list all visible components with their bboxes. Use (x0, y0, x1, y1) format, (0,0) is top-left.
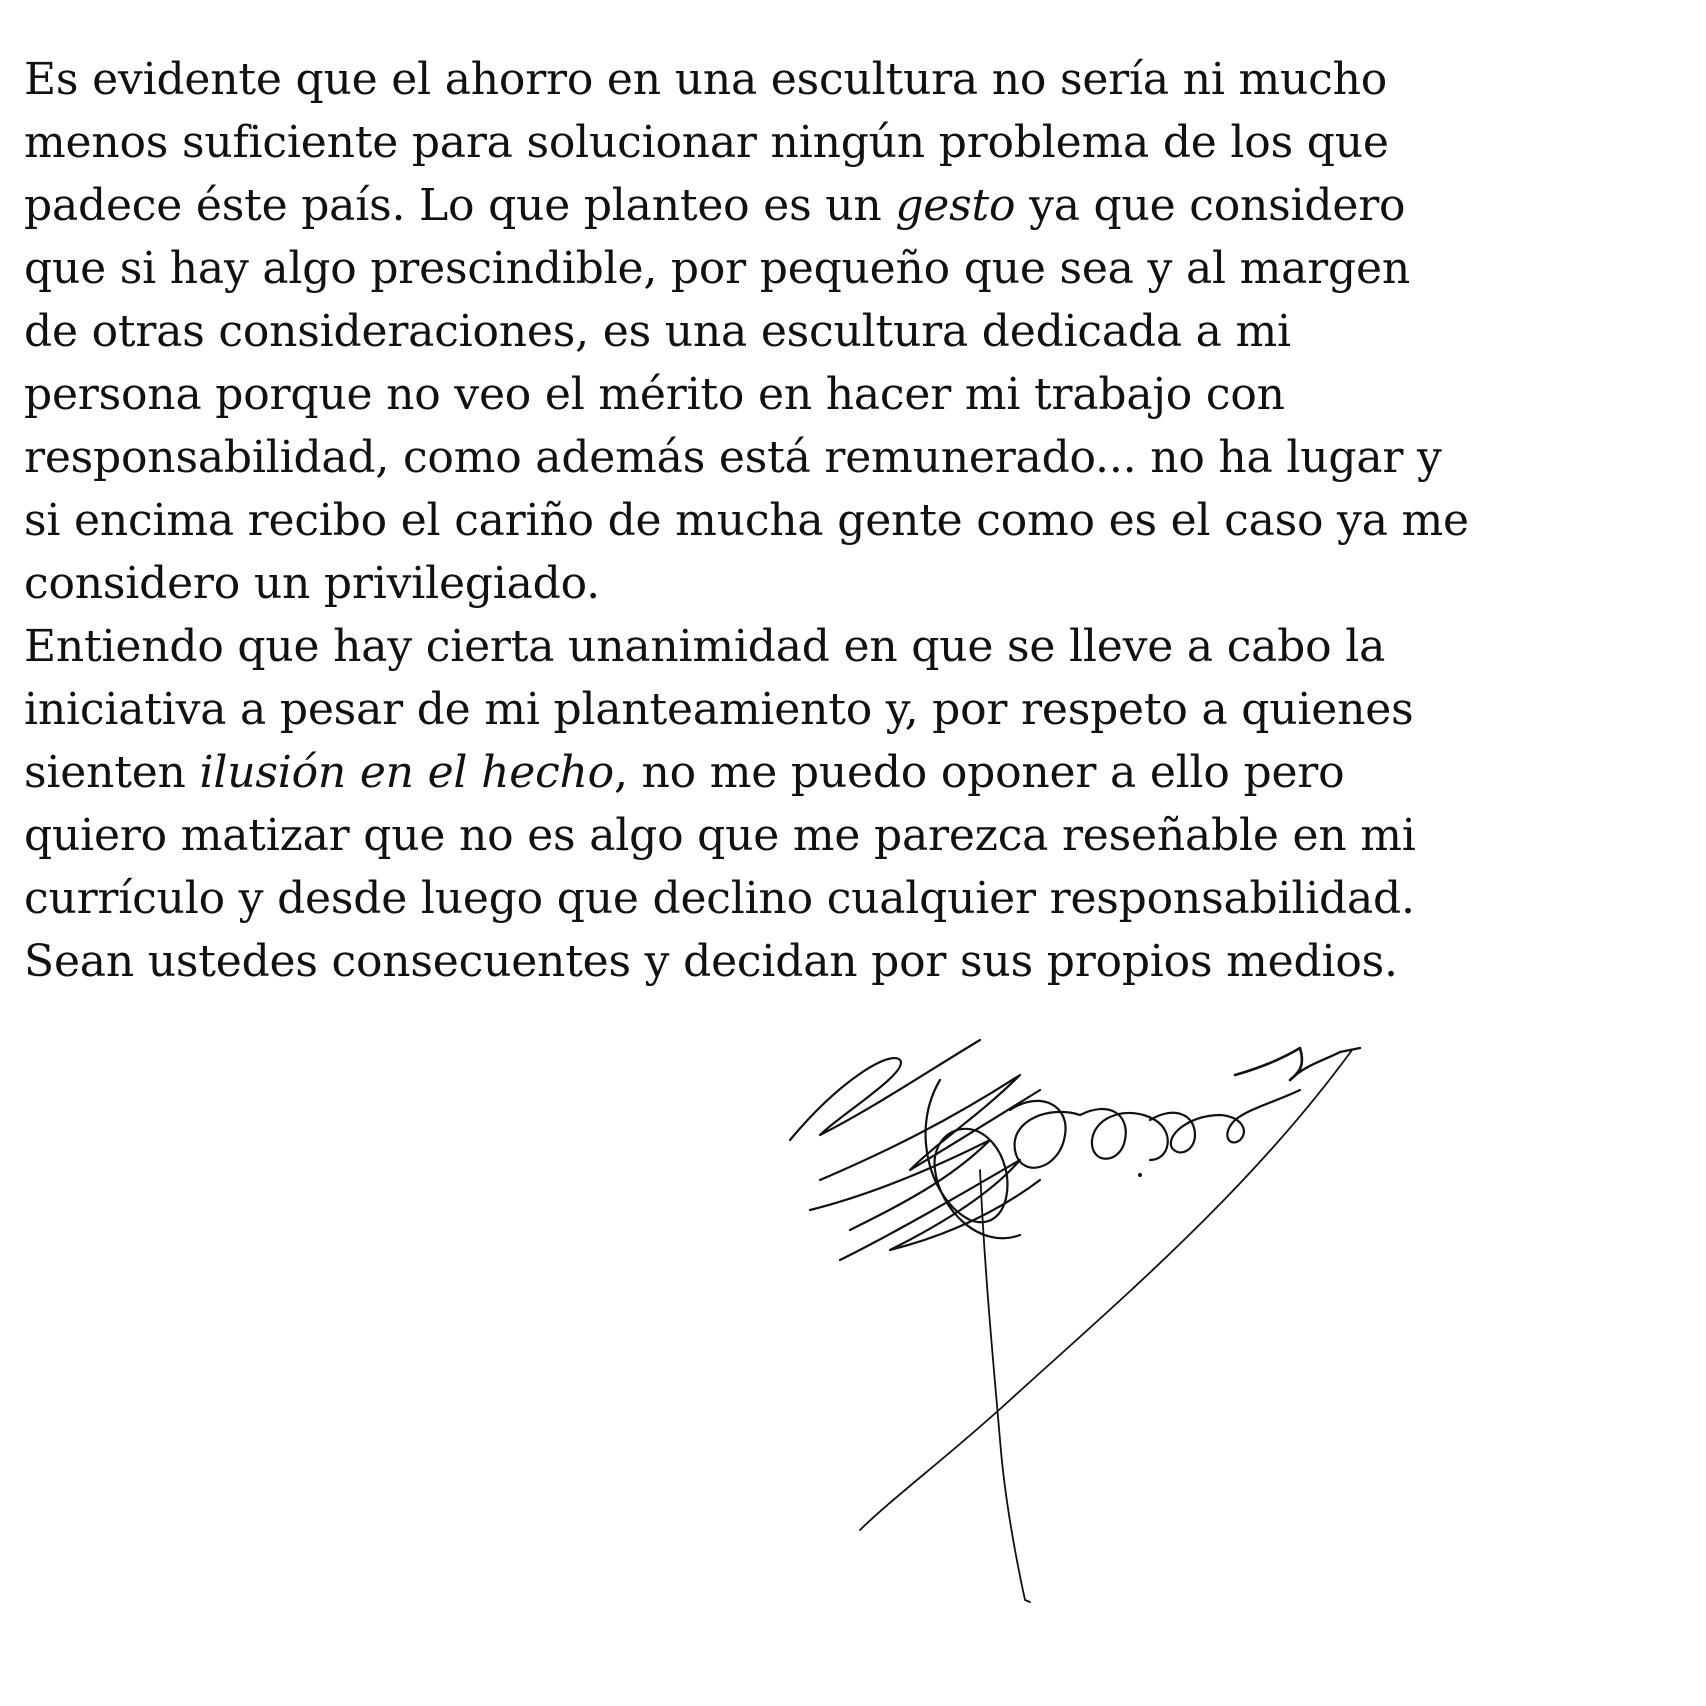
emphasis-gesto: gesto (895, 180, 1016, 231)
letter-line: Entiendo que hay cierta unanimidad en que se lleve a cabo la (24, 621, 1386, 672)
letter-line: que si hay algo prescindible, por pequeño que sea y al margen (24, 243, 1410, 294)
letter-line: menos suficiente para solucionar ningún problema de los que (24, 117, 1389, 168)
letter-line: padece éste país. Lo que planteo es un gesto ya que considero (24, 180, 1406, 231)
letter-line: quiero matizar que no es algo que me parezca reseñable en mi (24, 810, 1416, 861)
handwritten-signature (780, 1020, 1440, 1630)
letter-line: si encima recibo el cariño de mucha gente como es el caso ya me (24, 495, 1469, 546)
letter-line: persona porque no veo el mérito en hacer mi trabajo con (24, 369, 1285, 420)
letter-line: de otras consideraciones, es una escultura dedicada a mi (24, 306, 1291, 357)
letter-line: considero un privilegiado. (24, 558, 600, 609)
letter-body (24, 48, 1704, 993)
letter-line: iniciativa a pesar de mi planteamiento y, por respeto a quienes (24, 684, 1414, 735)
letter-line: sienten ilusión en el hecho, no me puedo oponer a ello pero (24, 747, 1345, 798)
letter-line: Sean ustedes consecuentes y decidan por sus propios medios. (24, 936, 1398, 987)
letter-line: responsabilidad, como además está remunerado... no ha lugar y (24, 432, 1442, 483)
letter-line: Es evidente que el ahorro en una escultura no sería ni mucho (24, 54, 1388, 105)
letter-line: currículo y desde luego que declino cualquier responsabilidad. (24, 873, 1415, 924)
emphasis-ilusion: ilusión en el hecho (199, 747, 614, 798)
